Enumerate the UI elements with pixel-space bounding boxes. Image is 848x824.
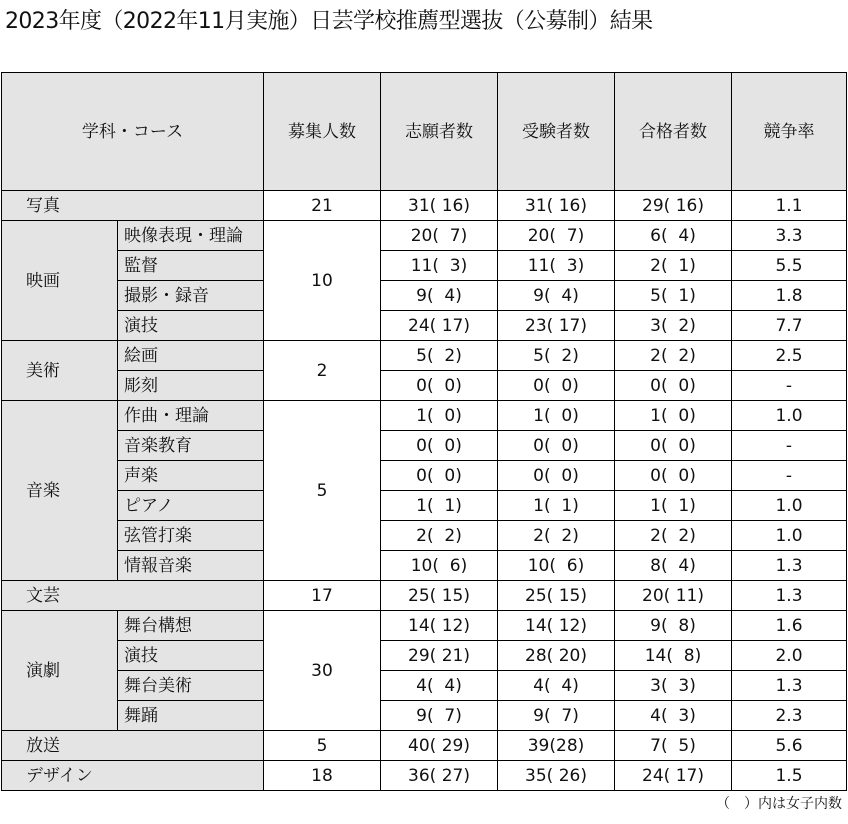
applicants-cell: 5( 2) <box>381 341 498 371</box>
header-passed: 合格者数 <box>615 73 732 191</box>
applicants-cell: 29( 21) <box>381 641 498 671</box>
applicants-cell: 14( 12) <box>381 611 498 641</box>
passed-cell: 5( 1) <box>615 281 732 311</box>
passed-cell: 0( 0) <box>615 371 732 401</box>
course-cell: 演技 <box>118 311 264 341</box>
ratio-cell: 3.3 <box>732 221 847 251</box>
header-applicants: 志願者数 <box>381 73 498 191</box>
course-cell: ピアノ <box>118 491 264 521</box>
course-cell: 作曲・理論 <box>118 401 264 431</box>
course-cell: 彫刻 <box>118 371 264 401</box>
examinees-cell: 2( 2) <box>498 521 615 551</box>
ratio-cell: - <box>732 431 847 461</box>
capacity-cell: 17 <box>264 581 381 611</box>
course-cell: 監督 <box>118 251 264 281</box>
examinees-cell: 11( 3) <box>498 251 615 281</box>
passed-cell: 1( 1) <box>615 491 732 521</box>
applicants-cell: 40( 29) <box>381 731 498 761</box>
examinees-cell: 1( 1) <box>498 491 615 521</box>
table-row <box>2 581 847 611</box>
examinees-cell: 14( 12) <box>498 611 615 641</box>
examinees-cell: 5( 2) <box>498 341 615 371</box>
ratio-cell: 5.5 <box>732 251 847 281</box>
examinees-cell: 9( 7) <box>498 701 615 731</box>
course-cell: 演技 <box>118 641 264 671</box>
table-row <box>2 401 847 431</box>
ratio-cell: - <box>732 371 847 401</box>
examinees-cell: 28( 20) <box>498 641 615 671</box>
examinees-cell: 25( 15) <box>498 581 615 611</box>
ratio-cell: 1.8 <box>732 281 847 311</box>
table-row <box>2 611 847 641</box>
passed-cell: 6( 4) <box>615 221 732 251</box>
examinees-cell: 31( 16) <box>498 191 615 221</box>
header-examinees: 受験者数 <box>498 73 615 191</box>
table-row <box>2 761 847 791</box>
applicants-cell: 11( 3) <box>381 251 498 281</box>
course-cell: 絵画 <box>118 341 264 371</box>
ratio-cell: 2.5 <box>732 341 847 371</box>
table-row <box>2 281 847 311</box>
capacity-cell: 21 <box>264 191 381 221</box>
table-row <box>2 551 847 581</box>
course-cell: 舞台美術 <box>118 671 264 701</box>
ratio-cell: 2.0 <box>732 641 847 671</box>
ratio-cell: 1.3 <box>732 581 847 611</box>
ratio-cell: 1.1 <box>732 191 847 221</box>
passed-cell: 2( 1) <box>615 251 732 281</box>
applicants-cell: 0( 0) <box>381 431 498 461</box>
ratio-cell: - <box>732 461 847 491</box>
dept-cell: 演劇 <box>2 611 118 731</box>
ratio-cell: 5.6 <box>732 731 847 761</box>
examinees-cell: 1( 0) <box>498 401 615 431</box>
results-table <box>1 72 847 791</box>
ratio-cell: 1.3 <box>732 551 847 581</box>
capacity-cell: 10 <box>264 221 381 341</box>
table-row <box>2 341 847 371</box>
table-row <box>2 521 847 551</box>
applicants-cell: 1( 0) <box>381 401 498 431</box>
header-ratio: 競争率 <box>732 73 847 191</box>
course-cell: 舞踊 <box>118 701 264 731</box>
course-cell: 舞台構想 <box>118 611 264 641</box>
examinees-cell: 0( 0) <box>498 431 615 461</box>
dept-cell: デザイン <box>2 761 264 791</box>
ratio-cell: 2.3 <box>732 701 847 731</box>
passed-cell: 24( 17) <box>615 761 732 791</box>
table-row <box>2 191 847 221</box>
examinees-cell: 39(28) <box>498 731 615 761</box>
applicants-cell: 0( 0) <box>381 461 498 491</box>
passed-cell: 4( 3) <box>615 701 732 731</box>
capacity-cell: 18 <box>264 761 381 791</box>
applicants-cell: 9( 7) <box>381 701 498 731</box>
ratio-cell: 1.5 <box>732 761 847 791</box>
applicants-cell: 25( 15) <box>381 581 498 611</box>
capacity-cell: 30 <box>264 611 381 731</box>
ratio-cell: 7.7 <box>732 311 847 341</box>
course-cell: 情報音楽 <box>118 551 264 581</box>
header-capacity: 募集人数 <box>264 73 381 191</box>
applicants-cell: 10( 6) <box>381 551 498 581</box>
table-row <box>2 371 847 401</box>
passed-cell: 3( 2) <box>615 311 732 341</box>
applicants-cell: 31( 16) <box>381 191 498 221</box>
passed-cell: 2( 2) <box>615 521 732 551</box>
course-cell: 撮影・録音 <box>118 281 264 311</box>
course-cell: 映像表現・理論 <box>118 221 264 251</box>
dept-cell: 文芸 <box>2 581 264 611</box>
dept-cell: 放送 <box>2 731 264 761</box>
passed-cell: 7( 5) <box>615 731 732 761</box>
table-row <box>2 251 847 281</box>
page-title: 2023年度（2022年11月実施）日芸学校推薦型選抜（公募制）結果 <box>5 9 653 34</box>
ratio-cell: 1.0 <box>732 491 847 521</box>
examinees-cell: 23( 17) <box>498 311 615 341</box>
ratio-cell: 1.3 <box>732 671 847 701</box>
dept-cell: 映画 <box>2 221 118 341</box>
table-body <box>2 191 847 791</box>
capacity-cell: 5 <box>264 401 381 581</box>
passed-cell: 2( 2) <box>615 341 732 371</box>
examinees-cell: 35( 26) <box>498 761 615 791</box>
examinees-cell: 0( 0) <box>498 371 615 401</box>
passed-cell: 9( 8) <box>615 611 732 641</box>
capacity-cell: 2 <box>264 341 381 401</box>
dept-cell: 美術 <box>2 341 118 401</box>
passed-cell: 0( 0) <box>615 431 732 461</box>
ratio-cell: 1.0 <box>732 401 847 431</box>
applicants-cell: 0( 0) <box>381 371 498 401</box>
applicants-cell: 2( 2) <box>381 521 498 551</box>
table-row <box>2 731 847 761</box>
applicants-cell: 9( 4) <box>381 281 498 311</box>
applicants-cell: 20( 7) <box>381 221 498 251</box>
course-cell: 声楽 <box>118 461 264 491</box>
passed-cell: 8( 4) <box>615 551 732 581</box>
dept-cell: 音楽 <box>2 401 118 581</box>
passed-cell: 1( 0) <box>615 401 732 431</box>
dept-cell: 写真 <box>2 191 264 221</box>
header-row <box>2 73 847 191</box>
examinees-cell: 4( 4) <box>498 671 615 701</box>
applicants-cell: 4( 4) <box>381 671 498 701</box>
table-row <box>2 671 847 701</box>
header-dept: 学科・コース <box>2 73 264 191</box>
ratio-cell: 1.0 <box>732 521 847 551</box>
table-row <box>2 641 847 671</box>
footnote: （ ）内は女子内数 <box>716 796 842 812</box>
course-cell: 音楽教育 <box>118 431 264 461</box>
table-row <box>2 311 847 341</box>
passed-cell: 3( 3) <box>615 671 732 701</box>
table-row <box>2 431 847 461</box>
examinees-cell: 20( 7) <box>498 221 615 251</box>
ratio-cell: 1.6 <box>732 611 847 641</box>
passed-cell: 20( 11) <box>615 581 732 611</box>
examinees-cell: 10( 6) <box>498 551 615 581</box>
table-row <box>2 221 847 251</box>
examinees-cell: 9( 4) <box>498 281 615 311</box>
applicants-cell: 36( 27) <box>381 761 498 791</box>
applicants-cell: 1( 1) <box>381 491 498 521</box>
table-row <box>2 491 847 521</box>
applicants-cell: 24( 17) <box>381 311 498 341</box>
passed-cell: 0( 0) <box>615 461 732 491</box>
capacity-cell: 5 <box>264 731 381 761</box>
examinees-cell: 0( 0) <box>498 461 615 491</box>
table-row <box>2 461 847 491</box>
course-cell: 弦管打楽 <box>118 521 264 551</box>
table-row <box>2 701 847 731</box>
passed-cell: 14( 8) <box>615 641 732 671</box>
passed-cell: 29( 16) <box>615 191 732 221</box>
